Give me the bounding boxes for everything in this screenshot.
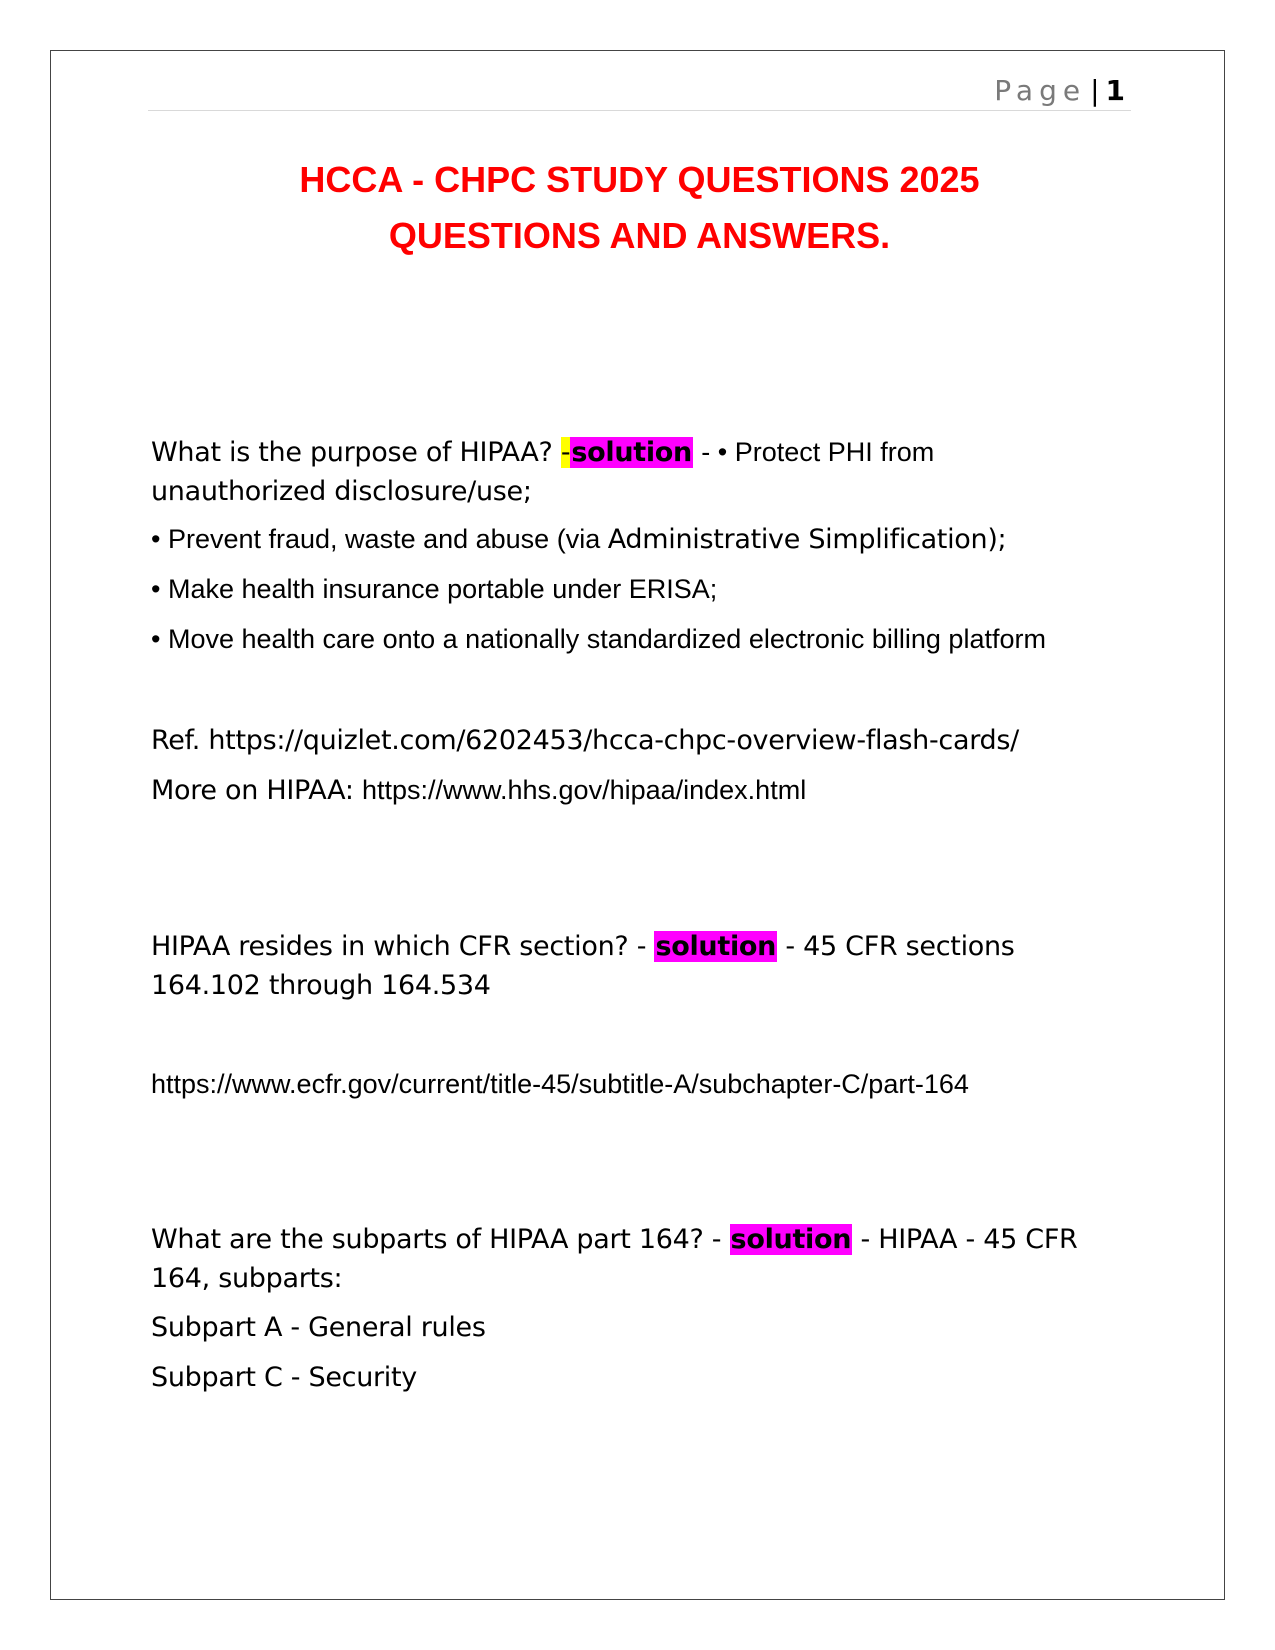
reference-2-url[interactable]: https://www.hhs.gov/hipaa/index.html	[361, 775, 807, 805]
title-line-2: QUESTIONS AND ANSWERS.	[388, 215, 891, 256]
page-header	[148, 72, 1131, 111]
reference-link-1[interactable]: Ref. https://quizlet.com/6202453/hcca-chpc-overview-flash-cards/	[151, 725, 1019, 756]
answer-1-bullet-2: • Make health insurance portable under ERISA;	[151, 574, 718, 604]
solution-badge-2: solution	[655, 931, 777, 962]
solution-badge-1: solution	[571, 437, 692, 468]
question-2	[151, 927, 1141, 1005]
title-line-1: HCCA - CHPC STUDY QUESTIONS 2025	[299, 159, 980, 200]
answer-1-bullet-1	[151, 520, 1141, 559]
question-3	[151, 1220, 1141, 1298]
page-separator: |	[1090, 74, 1100, 107]
answer-2-cont: 164.102 through 164.534	[151, 970, 491, 1001]
bullet-1-part-a: • Prevent fraud, waste and abuse (via	[151, 524, 608, 554]
ecfr-link[interactable]: https://www.ecfr.gov/current/title-45/subtitle-A/subchapter-C/part-164	[151, 1069, 969, 1099]
solution-badge-3: solution	[730, 1224, 852, 1255]
subpart-a: Subpart A - General rules	[151, 1312, 486, 1343]
question-2-text: HIPAA resides in which CFR section? -	[151, 931, 647, 962]
reference-link-2	[151, 771, 1141, 810]
subpart-c: Subpart C - Security	[151, 1362, 417, 1393]
answer-1-cont: unauthorized disclosure/use;	[151, 476, 532, 507]
document-title	[148, 152, 1131, 264]
page-number: 1	[1105, 74, 1125, 107]
answer-2-text: - 45 CFR sections	[785, 931, 1015, 962]
answer-3-cont: 164, subparts:	[151, 1263, 343, 1294]
question-1	[151, 433, 1141, 511]
question-1-text: What is the purpose of HIPAA?	[151, 437, 553, 468]
bullet-1-part-b: Administrative Simplification);	[607, 524, 1007, 555]
question-1-dash: -	[560, 437, 571, 468]
question-3-text: What are the subparts of HIPAA part 164? -	[151, 1224, 722, 1255]
answer-3-text: - HIPAA - 45 CFR	[860, 1224, 1078, 1255]
answer-1-bullet-3: • Move health care onto a nationally standardized electronic billing platform	[151, 624, 1046, 654]
reference-2-label: More on HIPAA:	[151, 775, 362, 806]
page-label: Page	[994, 74, 1087, 107]
answer-1-intro: - • Protect PHI from	[701, 437, 935, 467]
